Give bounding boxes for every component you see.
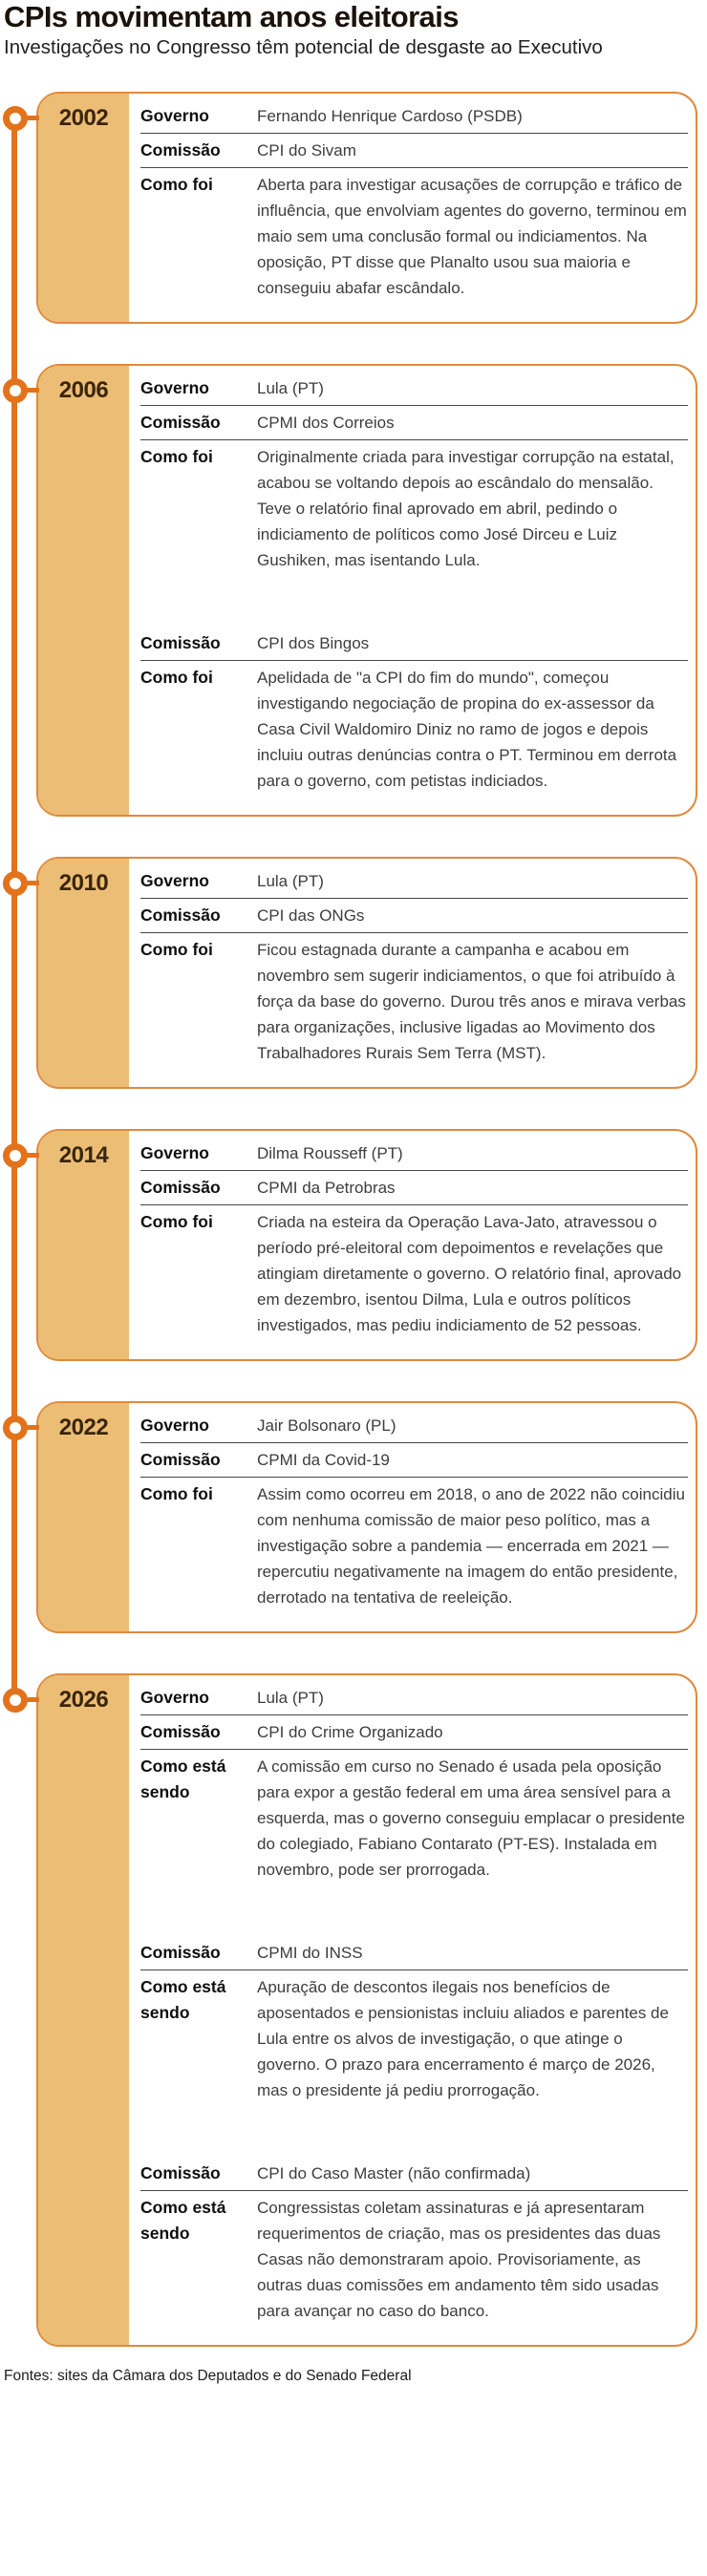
- row-value: CPMI do INSS: [257, 1944, 363, 1962]
- timeline-line: [11, 884, 17, 1156]
- info-row-comissao: [140, 406, 688, 440]
- row-label: Comissão: [140, 140, 221, 160]
- timeline-node-circle: [3, 871, 28, 896]
- info-row-governo: [140, 864, 688, 899]
- year-card-2010: [36, 857, 697, 1089]
- timeline-node-circle: [3, 1143, 28, 1168]
- info-row-como-foi: [140, 933, 688, 1070]
- info-row-comissao: [140, 1936, 688, 1970]
- row-value: Apuração de descontos ilegais nos benefícios de aposentados e pensionistas incluiu aliados e parentes de Lula entre os alvos de investigação, o que atinge o governo. O prazo para encerramento é março de 2026, mas o presidente já pediu prorrogação.: [257, 1978, 669, 2099]
- row-label: Comissão: [140, 1722, 221, 1741]
- year-card-2006: [36, 364, 697, 817]
- row-label: Como foi: [140, 1484, 213, 1503]
- timeline-node-circle: [3, 378, 28, 403]
- year-label: 2002: [58, 105, 109, 131]
- card-content: [129, 1403, 696, 1631]
- info-row-como-foi: [140, 661, 688, 798]
- row-label: Comissão: [140, 1943, 221, 1962]
- row-label: Como foi: [140, 668, 213, 687]
- row-value: Originalmente criada para investigar corrupção na estatal, acabou se voltando depois ao escândalo do mensalão. Teve o relatório final aprovado em abril, pedindo o indiciamento de políticos como José Dirceu e Luiz Gushiken, mas isentando Lula.: [257, 448, 675, 569]
- info-row-governo: [140, 1681, 688, 1715]
- row-value: Jair Bolsonaro (PL): [257, 1416, 396, 1435]
- year-card-2022: [36, 1401, 697, 1633]
- row-label: Governo: [140, 871, 209, 890]
- row-value: Lula (PT): [257, 379, 324, 397]
- info-row-como-foi: [140, 440, 688, 577]
- year-column: [38, 1131, 129, 1359]
- timeline-line: [11, 118, 17, 391]
- year-column: [38, 1403, 129, 1631]
- row-label: Governo: [140, 378, 209, 397]
- page-title: CPIs movimentam anos eleitorais: [4, 0, 459, 33]
- info-row-comissao: [140, 1443, 688, 1478]
- card-content: [129, 366, 696, 815]
- row-label: Comissão: [140, 2163, 221, 2182]
- row-value: CPI do Sivam: [257, 141, 356, 160]
- row-value: Fernando Henrique Cardoso (PSDB): [257, 107, 523, 125]
- card-content: [129, 1675, 696, 2345]
- info-row-comissao: [140, 134, 688, 168]
- year-column: [38, 1675, 129, 2345]
- year-column: [38, 94, 129, 322]
- row-value: Criada na esteira da Operação Lava-Jato, atravessou o período pré-eleitoral com depoimentos e revelações que atingiam diretamente o governo. O relatório final, aprovado em dezembro, isentou Dilma, Lula e outros políticos investigados, mas pediu indiciamento de 52 pessoas.: [257, 1213, 682, 1334]
- row-label: Como está sendo: [140, 1977, 226, 2022]
- row-label: Como foi: [140, 447, 213, 466]
- row-label: Governo: [140, 1688, 209, 1707]
- timeline-node-circle: [3, 1416, 28, 1440]
- row-value: CPI do Caso Master (não confirmada): [257, 2164, 531, 2182]
- info-row-como-esta-sendo: [140, 2191, 688, 2328]
- row-label: Como está sendo: [140, 1756, 226, 1801]
- info-row-governo: [140, 372, 688, 406]
- card-content: [129, 94, 696, 322]
- info-row-como-foi: [140, 1478, 688, 1614]
- row-value: CPI do Crime Organizado: [257, 1723, 443, 1741]
- row-label: Comissão: [140, 1178, 221, 1197]
- row-label: Governo: [140, 1416, 209, 1435]
- row-label: Como foi: [140, 175, 213, 194]
- row-label: Governo: [140, 1143, 209, 1162]
- timeline-line: [11, 1428, 17, 1700]
- timeline-node-circle: [3, 1688, 28, 1713]
- year-label: 2022: [58, 1415, 109, 1440]
- timeline: [0, 92, 707, 2347]
- header: [0, 2, 707, 59]
- row-value: CPI das ONGs: [257, 906, 365, 925]
- info-row-comissao: [140, 1171, 688, 1205]
- year-label: 2014: [58, 1142, 109, 1168]
- info-row-comissao: [140, 627, 688, 661]
- page-subtitle: Investigações no Congresso têm potencial de desgaste ao Executivo: [4, 36, 603, 58]
- timeline-node-circle: [3, 106, 28, 131]
- row-value: CPMI da Covid-19: [257, 1451, 390, 1469]
- row-value: CPI dos Bingos: [257, 634, 370, 652]
- info-row-como-foi: [140, 1205, 688, 1342]
- row-label: Comissão: [140, 1450, 221, 1469]
- card-content: [129, 859, 696, 1087]
- row-label: Como foi: [140, 940, 213, 959]
- info-row-como-esta-sendo: [140, 1750, 688, 1886]
- row-value: Lula (PT): [257, 872, 324, 890]
- year-card-2002: [36, 92, 697, 324]
- year-card-2014: [36, 1129, 697, 1361]
- timeline-line: [11, 1156, 17, 1428]
- info-row-governo: [140, 99, 688, 134]
- info-row-governo: [140, 1409, 688, 1443]
- info-row-comissao: [140, 2157, 688, 2191]
- row-value: Ficou estagnada durante a campanha e acabou em novembro sem sugerir indiciamentos, o que foi atribuído à força da base do governo. Durou três anos e mirava verbas para organizações, inclusive ligadas ao Movimento dos Trabalhadores Rurais Sem Terra (MST).: [257, 941, 686, 1062]
- row-value: Apelidada de "a CPI do fim do mundo", começou investigando negociação de propina do ex-assessor da Casa Civil Waldomiro Diniz no ramo de jogos e depois incluiu outras denúncias contra o PT. Terminou em derrota para o governo, com petistas indiciados.: [257, 669, 677, 790]
- row-label: Comissão: [140, 905, 221, 925]
- year-card-2026: [36, 1673, 697, 2347]
- row-label: Governo: [140, 106, 209, 125]
- info-row-como-esta-sendo: [140, 1970, 688, 2107]
- row-value: Aberta para investigar acusações de corrupção e tráfico de influência, que envolviam agentes do governo, terminou em maio sem uma conclusão formal ou indiciamentos. Na oposição, PT disse que Planalto usou sua maioria e conseguiu abafar escândalo.: [257, 176, 687, 297]
- row-value: Dilma Rousseff (PT): [257, 1144, 403, 1162]
- row-label: Como está sendo: [140, 2198, 226, 2243]
- year-label: 2010: [58, 870, 109, 896]
- timeline-line: [11, 391, 17, 884]
- info-row-comissao: [140, 899, 688, 933]
- card-content: [129, 1131, 696, 1359]
- year-column: [38, 366, 129, 815]
- year-label: 2026: [58, 1687, 109, 1713]
- row-value: Lula (PT): [257, 1689, 324, 1707]
- row-value: Congressistas coletam assinaturas e já apresentaram requerimentos de criação, mas os presidentes das duas Casas não demonstraram apoio. Provisoriamente, as outras duas comissões em andamento têm sido usadas para avançar no caso do banco.: [257, 2199, 661, 2320]
- row-label: Comissão: [140, 633, 221, 652]
- year-label: 2006: [58, 377, 109, 403]
- info-row-como-foi: [140, 168, 688, 305]
- info-row-comissao: [140, 1715, 688, 1750]
- row-label: Comissão: [140, 413, 221, 432]
- row-value: CPMI da Petrobras: [257, 1179, 396, 1197]
- year-column: [38, 859, 129, 1087]
- row-value: CPMI dos Correios: [257, 414, 395, 432]
- row-value: A comissão em curso no Senado é usada pela oposição para expor a gestão federal em uma área sensível para a esquerda, mas o governo conseguiu emplacar o presidente do colegiado, Fabiano Contarato (PT-ES). Instalada em novembro, pode ser prorrogada.: [257, 1757, 685, 1879]
- sources-note: Fontes: sites da Câmara dos Deputados e do Senado Federal: [4, 2368, 412, 2384]
- info-row-governo: [140, 1137, 688, 1171]
- row-label: Como foi: [140, 1212, 213, 1231]
- row-value: Assim como ocorreu em 2018, o ano de 2022 não coincidiu com nenhuma comissão de maior peso político, mas a investigação sobre a pandemia — encerrada em 2021 — repercutiu negativamente na imagem do então presidente, derrotado na tentativa de reeleição.: [257, 1485, 685, 1607]
